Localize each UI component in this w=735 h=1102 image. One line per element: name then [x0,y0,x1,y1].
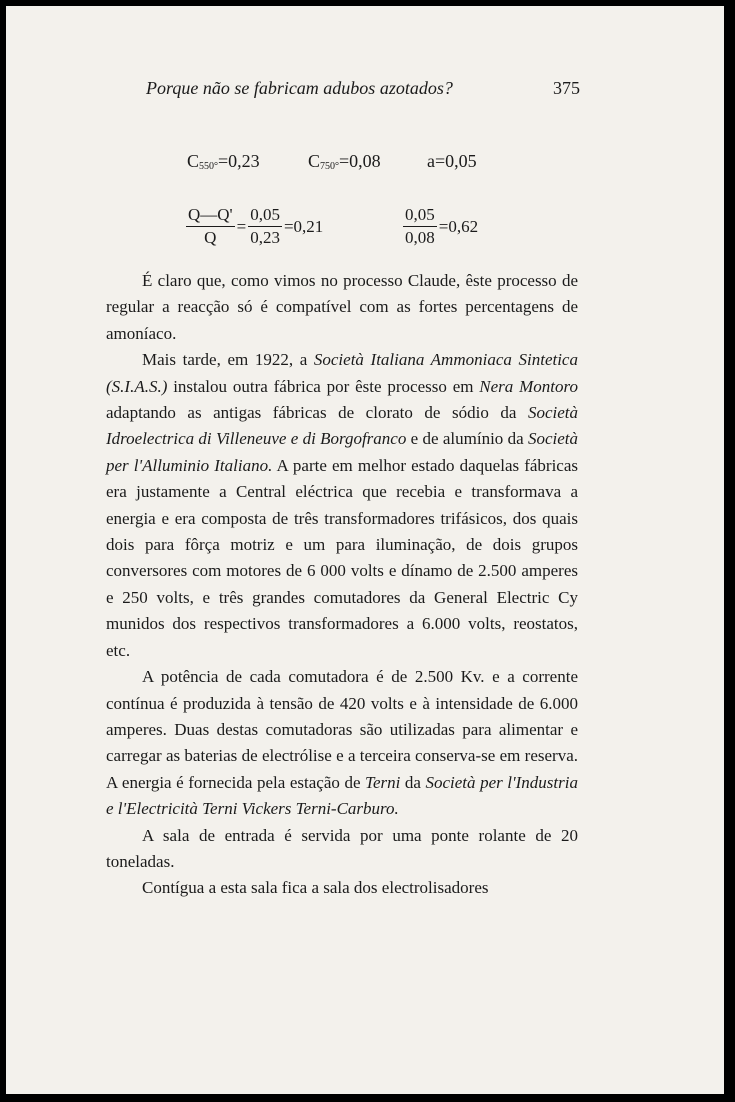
equation-c550: $C_{550^\circ}=0,23$ [187,151,260,172]
page-number: 375 [553,78,580,98]
book-page [6,6,724,1094]
paragraph-4: A sala de entrada é servida por uma ponte rolante de 20 toneladas. [106,825,578,871]
equation-fraction-2: $\frac{0,05}{0,08}$ =0,62 [405,205,479,247]
running-header [146,78,580,99]
paragraph-2: Mais tarde, em 1922, a Società Italiana Ammoniaca Sintetica (S.I.A.S.) instalou outra fábrica por êste processo em Nera Montoro adaptando as antigas fábricas de clorato de sódio da Società Idroelectrica di Villeneuve e di Borgofranco e de alumínio da Società per l'Alluminio Italiano. A parte em melhor estado daquelas fábricas era justamente a Central eléctrica que recebia e transformava a energia e era composta de três transformadores trifásicos, dos quais dois para fôrça motriz e um para iluminação, de dois grupos conversores com motores de 6 000 volts e dínamo de 2.500 amperes e 250 volts, e três grandes comutadores da General Electric Cy munidos dos respectivos transformadores a 6.000 volts, reostatos, etc. [106,350,578,660]
body-text [106,268,578,902]
paragraph-5: Contígua a esta sala fica a sala dos electrolisadores [142,878,489,898]
paragraph-1: É claro que, como vimos no processo Claude, êste processo de regular a reacção só é compatível com as fortes percentagens de amoníaco. [106,271,578,343]
equation-a: a=0,05 [427,151,477,171]
header-title: Porque não se fabricam adubos azotados? [146,78,453,98]
paragraph-3: A potência de cada comutadora é de 2.500 Kv. e a corrente contínua é produzida à tensão de 420 volts e à intensidade de 6.000 amperes. Duas destas comutadoras são utilizadas para alimentar e carregar as baterias de electrólise e a terceira conserva-se em reserva. A energia é fornecida pela estação de Terni da Società per l'Industria e l'Electricità Terni Vickers Terni-Carburo. [106,667,578,819]
equation-c750: $C_{750^\circ}=0,08$ [308,151,381,172]
equation-fraction-1: $\frac{Q—Q'}{Q}$ = $\frac{0,05}{0,23}$ =0,21 [188,205,324,247]
